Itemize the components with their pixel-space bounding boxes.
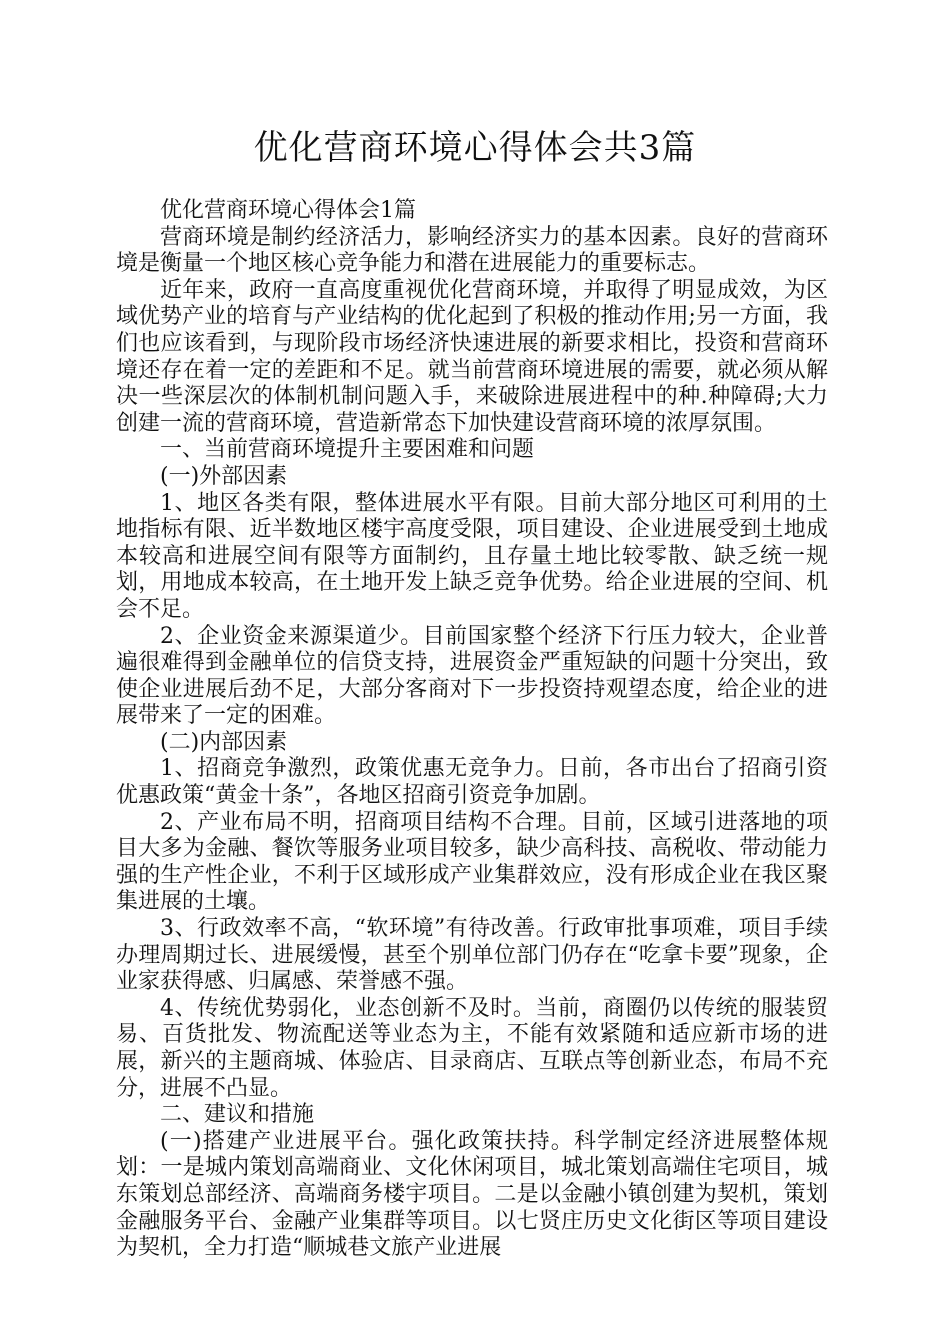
document-title: 优化营商环境心得体会共3篇 <box>253 128 697 168</box>
section-subtitle: 优化营商环境心得体会1篇 <box>160 198 416 223</box>
subsection-heading: (二)内部因素 <box>160 729 288 755</box>
paragraph: 1、招商竞争激烈，政策优惠无竞争力。日前，各市出台了招商引资优惠政策“黄金十条”，各地区招商引资竞争加剧。 <box>116 756 828 809</box>
document-body <box>116 198 828 1262</box>
paragraph: 2、产业布局不明，招商项目结构不合理。目前，区域引进落地的项目大多为金融、餐饮等服务业项目较多，缺少高科技、高税收、带动能力强的生产性企业，不利于区域形成产业集群效应，没有形成企业在我区聚集进展的土壤。 <box>116 809 828 915</box>
paragraph: 4、传统优势弱化，业态创新不及时。当前，商圈仍以传统的服装贸易、百货批发、物流配送等业态为主，不能有效紧随和适应新市场的进展，新兴的主题商城、体验店、目录商店、互联点等创新业态，布局不充分，进展不凸显。 <box>116 995 828 1101</box>
paragraph: 1、地区各类有限，整体进展水平有限。目前大部分地区可利用的土地指标有限、近半数地区楼宇高度受限，项目建设、企业进展受到土地成本较高和进展空间有限等方面制约，且存量土地比较零散、缺乏统一规划，用地成本较高，在土地开发上缺乏竞争优势。给企业进展的空间、机会不足。 <box>116 490 828 622</box>
paragraph: 2、企业资金来源渠道少。目前国家整个经济下行压力较大，企业普遍很难得到金融单位的信贷支持，进展资金严重短缺的问题十分突出，致使企业进展后劲不足，大部分客商对下一步投资持观望态度，给企业的进展带来了一定的困难。 <box>116 623 828 729</box>
section-heading: 二、建议和措施 <box>160 1102 315 1128</box>
paragraph: 近年来，政府一直高度重视优化营商环境，并取得了明显成效，为区域优势产业的培育与产业结构的优化起到了积极的推动作用;另一方面，我们也应该看到，与现阶段市场经济快速进展的新要求相比，投资和营商环境还存在着一定的差距和不足。就当前营商环境进展的需要，就必须从解决一些深层次的体制机制问题入手，来破除进展进程中的种.种障碍;大力创建一流的营商环境，营造新常态下加快建设营商环境的浓厚氛围。 <box>116 277 828 436</box>
paragraph: 营商环境是制约经济活力，影响经济实力的基本因素。良好的营商环境是衡量一个地区核心竞争能力和潜在进展能力的重要标志。 <box>116 224 828 277</box>
paragraph: 3、行政效率不高，“软环境”有待改善。行政审批事项难，项目手续办理周期过长、进展缓慢，甚至个别单位部门仍存在“吃拿卡要”现象，企业家获得感、归属感、荣誉感不强。 <box>116 916 828 995</box>
paragraph: (一)搭建产业进展平台。强化政策扶持。科学制定经济进展整体规划：一是城内策划高端商业、文化休闲项目，城北策划高端住宅项目，城东策划总部经济、高端商务楼宇项目。二是以金融小镇创建为契机，策划金融服务平台、金融产业集群等项目。以七贤庄历史文化街区等项目建设为契机，全力打造“顺城巷文旅产业进展 <box>116 1128 828 1261</box>
section-heading: 一、当前营商环境提升主要困难和问题 <box>160 437 535 463</box>
subsection-heading: (一)外部因素 <box>160 463 288 489</box>
